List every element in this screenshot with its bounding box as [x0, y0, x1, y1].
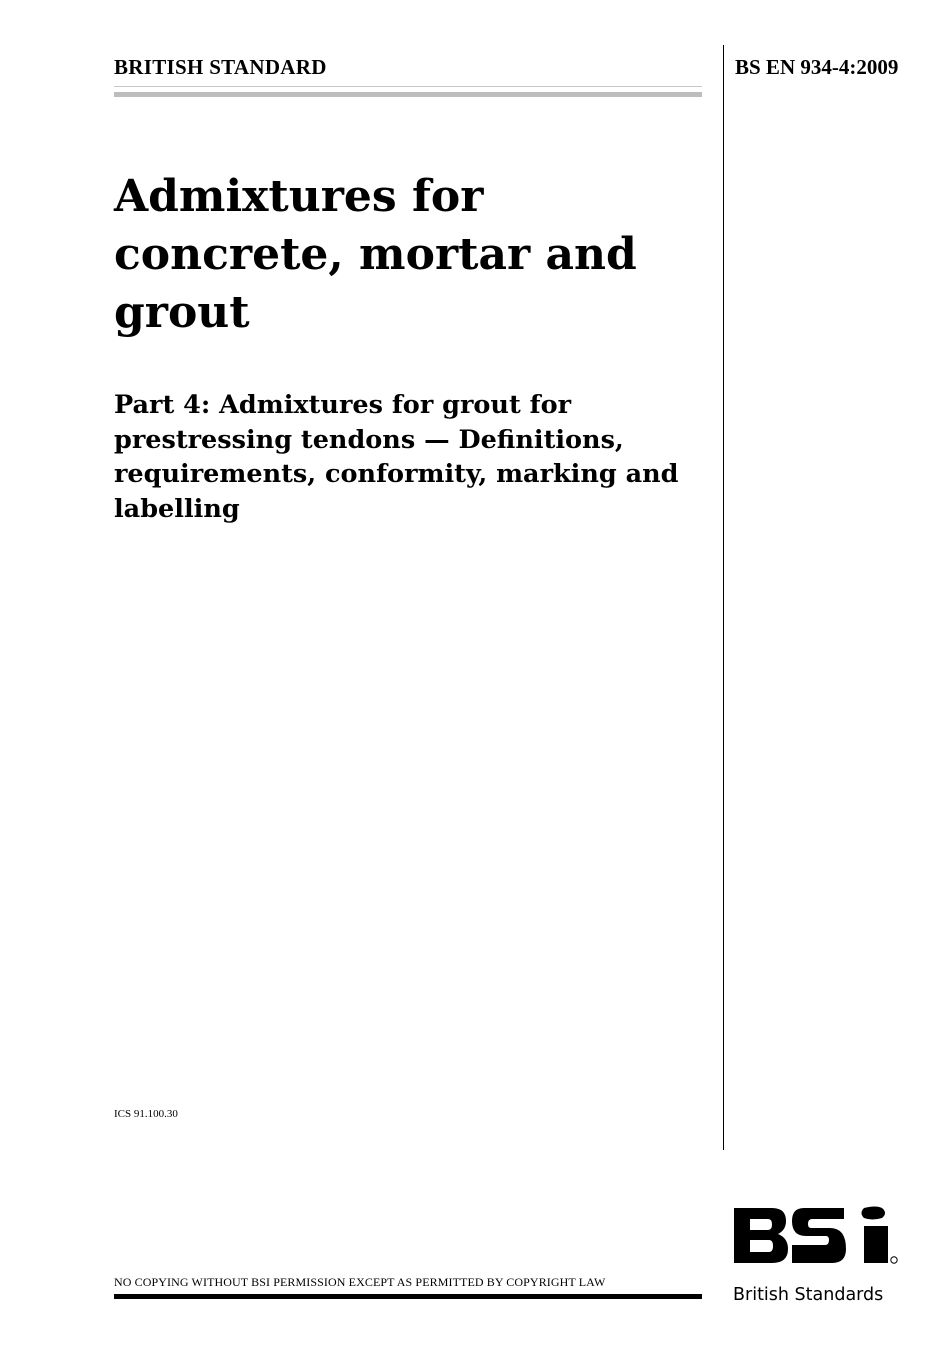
document-part-title: Part 4: Admixtures for grout for prestressing tendons — Definitions, requirements, conformity, marking and labelling [114, 390, 679, 524]
margin-divider [723, 45, 724, 1150]
copyright-notice: NO COPYING WITHOUT BSI PERMISSION EXCEPT AS PERMITTED BY COPYRIGHT LAW [114, 1275, 606, 1289]
document-title: Admixtures for concrete, mortar and grout [114, 171, 637, 338]
bsi-logo-caption: British Standards [733, 1285, 884, 1305]
bsi-logo [732, 1206, 900, 1306]
header-divider-bar [114, 92, 702, 97]
standard-number: BS EN 934-4:2009 [735, 55, 899, 79]
document-type-label: BRITISH STANDARD [114, 55, 327, 79]
footer-divider-bar [114, 1294, 702, 1299]
header-divider-thin [114, 86, 702, 87]
bsi-logo-mark [734, 1207, 897, 1264]
ics-code: ICS 91.100.30 [114, 1108, 178, 1120]
